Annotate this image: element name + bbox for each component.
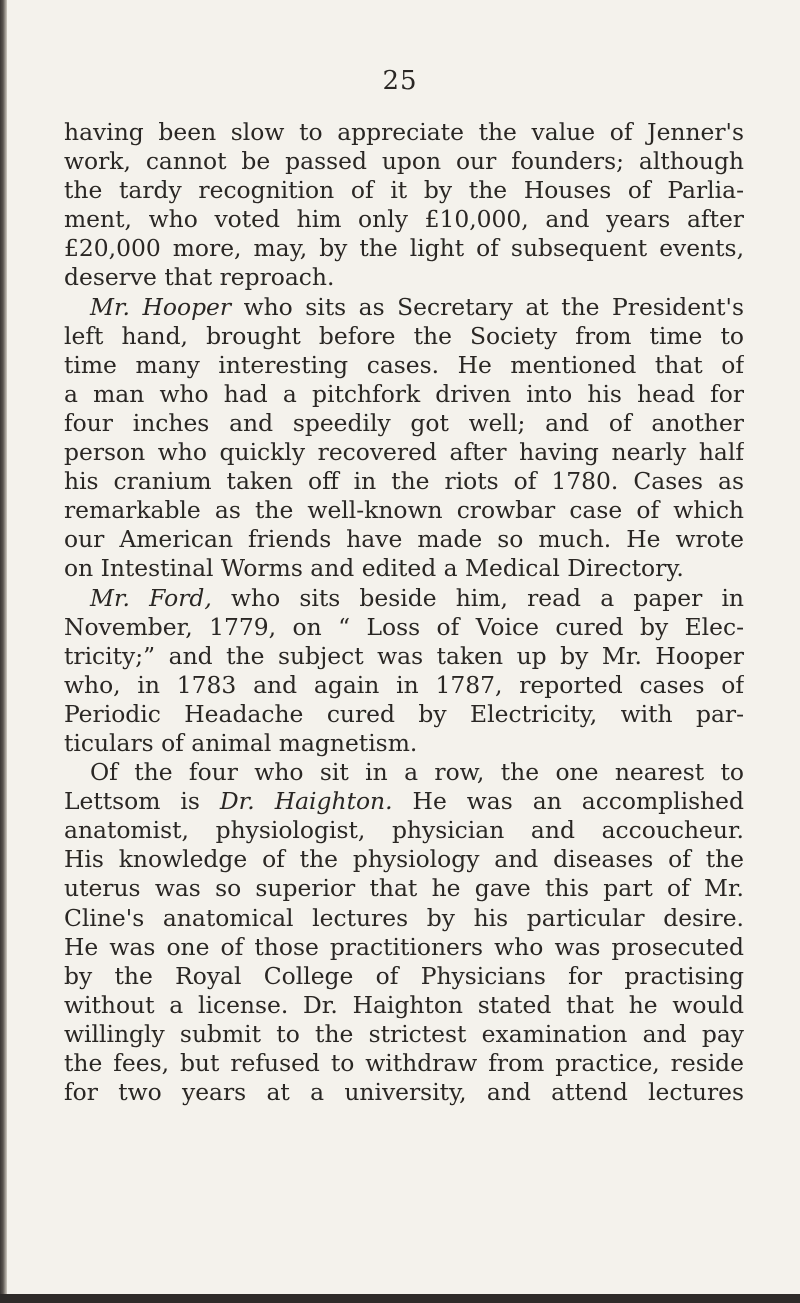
text-run: willingly submit to the strictest examination and pay [64, 1019, 744, 1048]
text-run: who, in 1783 and again in 1787, reported cases of [64, 670, 744, 699]
text-line [64, 700, 744, 729]
text-run: ment, who voted him only £10,000, and years after [64, 205, 744, 234]
text-run: £20,000 more, may, by the light of subsequent events, [64, 234, 744, 263]
text-line [64, 874, 744, 903]
text-line [64, 1049, 744, 1078]
text-line [64, 758, 744, 787]
text-line [64, 205, 744, 234]
text-line [64, 933, 744, 962]
body-text [64, 118, 744, 1107]
text-line [64, 584, 744, 613]
text-line [64, 409, 744, 438]
text-run: four inches and speedily got well; and of another [64, 408, 744, 437]
text-line [64, 322, 744, 351]
text-line [64, 991, 744, 1020]
text-line [64, 438, 744, 467]
text-line [64, 787, 744, 816]
text-line [64, 962, 744, 991]
text-run: for two years at a university, and attend lectures [64, 1078, 744, 1107]
text-line [64, 147, 744, 176]
text-run: His knowledge of the physiology and diseases of the [64, 845, 744, 874]
text-line [64, 234, 744, 263]
text-run: uterus was so superior that he gave this part of Mr. [64, 874, 744, 903]
text-run: He was one of those practitioners who was prosecuted [64, 932, 744, 961]
text-run: deserve that reproach. [64, 263, 335, 292]
text-run: time many interesting cases. He mentioned that of [64, 350, 744, 379]
text-line [64, 525, 744, 554]
text-run: Cline's anatomical lectures by his particular desire. [64, 903, 744, 932]
text-line [64, 467, 744, 496]
text-run: the tardy recognition of it by the Houses of Parlia- [64, 176, 744, 205]
page-binding-edge [0, 0, 7, 1294]
text-run: without a license. Dr. Haighton stated that he would [64, 990, 744, 1019]
text-line [64, 845, 744, 874]
italic-name: Mr. Ford, [90, 583, 212, 612]
page-bottom-edge [0, 1294, 800, 1303]
text-run: Periodic Headache cured by Electricity, with par- [64, 699, 744, 728]
text-run: work, cannot be passed upon our founders; although [64, 147, 744, 176]
text-run: who sits beside him, read a paper in [211, 583, 744, 612]
text-run: anatomist, physiologist, physician and accoucheur. [64, 816, 744, 845]
text-line [64, 380, 744, 409]
text-run: by the Royal College of Physicians for practising [64, 961, 744, 990]
text-line [64, 613, 744, 642]
text-run: remarkable as the well-known crowbar case of which [64, 496, 744, 525]
text-run: Of the four who sit in a row, the one nearest to [90, 758, 744, 787]
text-run: the fees, but refused to withdraw from practice, reside [64, 1049, 744, 1077]
text-line [64, 642, 744, 671]
text-line [64, 263, 744, 292]
text-run: He was an accomplished [392, 787, 744, 816]
text-run: our American friends have made so much. He wrote [64, 525, 744, 554]
text-line [64, 671, 744, 700]
text-run: left hand, brought before the Society from time to [64, 321, 744, 350]
text-run: Lettsom is [64, 787, 220, 816]
text-run: on Intestinal Worms and edited a Medical Directory. [64, 554, 684, 583]
text-run: who sits as Secretary at the President's [231, 292, 744, 321]
text-line [64, 729, 744, 758]
text-run: November, 1779, on “ Loss of Voice cured by Elec- [64, 612, 744, 641]
page-number: 25 [382, 66, 418, 96]
text-line [64, 904, 744, 933]
text-line [64, 816, 744, 845]
text-line [64, 176, 744, 205]
italic-name: Dr. Haighton. [219, 787, 393, 816]
text-run: ticulars of animal magnetism. [64, 728, 418, 757]
text-run: person who quickly recovered after having nearly half [64, 438, 744, 467]
text-line [64, 496, 744, 525]
text-run: having been slow to appreciate the value of Jenner's [64, 118, 744, 146]
text-run: tricity;” and the subject was taken up by Mr. Hooper [64, 641, 744, 670]
text-line [64, 1078, 744, 1107]
italic-name: Mr. Hooper [90, 292, 232, 321]
text-line [64, 554, 744, 583]
text-line [64, 293, 744, 322]
text-line [64, 118, 744, 147]
text-run: his cranium taken off in the riots of 1780. Cases as [64, 467, 744, 496]
text-line [64, 351, 744, 380]
text-run: a man who had a pitchfork driven into his head for [64, 379, 744, 408]
text-line [64, 1020, 744, 1049]
